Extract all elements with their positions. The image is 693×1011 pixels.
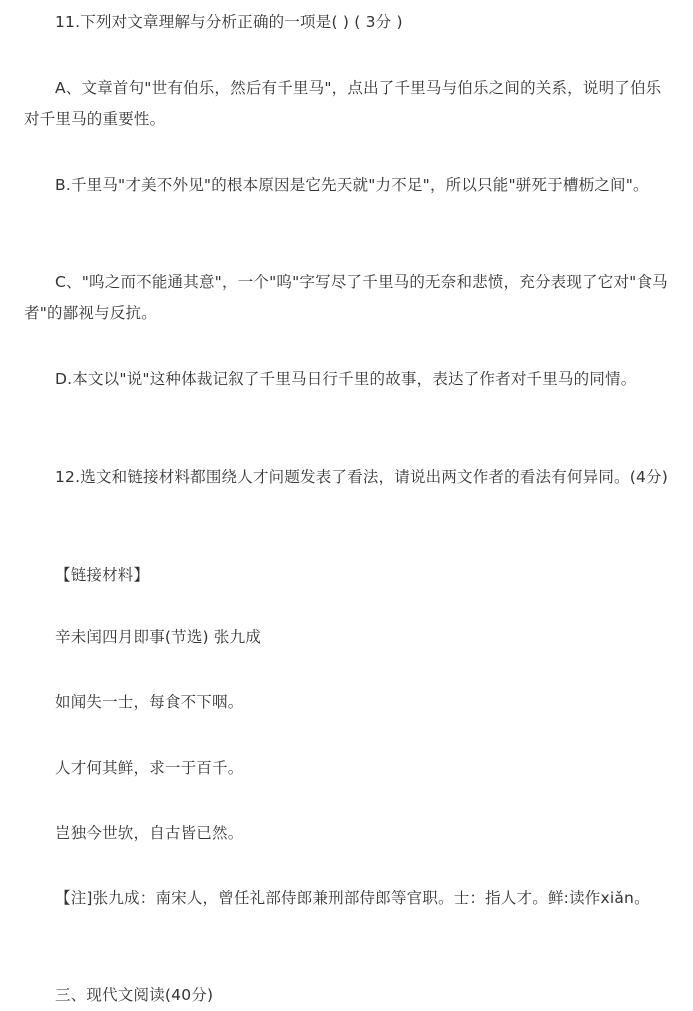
- poem-line: 如闻失一士，每食不下咽。: [55, 693, 244, 711]
- question-11-option-d: D.本文以"说"这种体裁记叙了千里马日行千里的故事，表达了作者对千里马的同情。: [55, 370, 637, 388]
- link-material-heading: 【链接材料】: [55, 566, 150, 584]
- question-12-stem: 12.选文和链接材料都围绕人才问题发表了看法，请说出两文作者的看法有何异同。(4分): [55, 468, 669, 486]
- poem-line: 人才何其鲜，求一于百千。: [55, 759, 244, 777]
- question-11-option-c: C、"呜之而不能通其意"，一个"呜"字写尽了千里马的无奈和悲愤，充分表现了它对"食马者"的鄙视与反抗。: [24, 273, 668, 322]
- poem-title: 辛未闰四月即事(节选) 张九成: [55, 628, 262, 646]
- section-heading: 三、现代文阅读(40分): [55, 986, 214, 1004]
- question-11-option-a: A、文章首句"世有伯乐，然后有千里马"，点出了千里马与伯乐之间的关系，说明了伯乐对千里马的重要性。: [24, 79, 662, 128]
- poem-line: 岂独今世欤，自古皆已然。: [55, 824, 244, 842]
- question-11-stem: 11.下列对文章理解与分析正确的一项是( ) ( 3分 ): [55, 13, 403, 31]
- question-11-option-b: B.千里马"才美不外见"的根本原因是它先天就"力不足"，所以只能"骈死于槽枥之间"。: [55, 176, 649, 194]
- annotation-note: 【注]张九成：南宋人，曾任礼部侍郎兼刑部侍郎等官职。士：指人才。鲜:读作xiǎn。: [55, 889, 650, 907]
